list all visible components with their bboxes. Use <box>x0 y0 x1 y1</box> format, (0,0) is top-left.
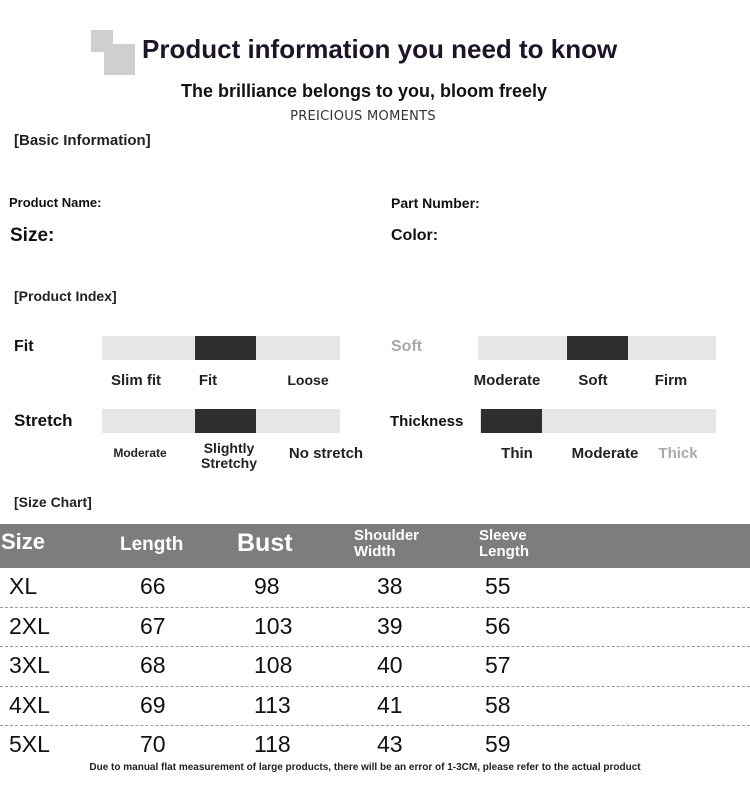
fit-option-fit: Fit <box>198 372 218 389</box>
measurement-footnote: Due to manual flat measurement of large products, there will be an error of 1-3CM, please refer to the actual product <box>89 762 641 773</box>
table-row <box>0 647 750 687</box>
stretch-option-no-stretch: No stretch <box>288 445 364 462</box>
cell-sleeve-length: 59 <box>485 731 511 757</box>
soft-bar-indicator <box>567 336 628 360</box>
index-name-stretch: Stretch <box>14 411 73 430</box>
cell-shoulder-width: 40 <box>377 652 403 678</box>
cell-length: 69 <box>140 691 166 718</box>
soft-option-firm: Firm <box>654 372 688 389</box>
column-header-bust: Bust <box>237 529 293 557</box>
thickness-bar-indicator <box>481 409 542 433</box>
cell-length: 67 <box>140 612 166 639</box>
cell-sleeve-length: 57 <box>485 652 511 678</box>
cell-shoulder-width: 43 <box>377 731 403 757</box>
fit-bar-indicator <box>195 336 256 360</box>
size-chart-header <box>0 524 750 568</box>
cell-shoulder-width: 38 <box>377 573 403 599</box>
size-label: Size: <box>10 225 55 246</box>
stretch-option-slightly-stretchy: Slightly Stretchy <box>200 440 258 472</box>
soft-option-soft: Soft <box>578 372 608 389</box>
index-name-soft: Soft <box>391 338 423 355</box>
part-number-label: Part Number: <box>391 195 480 211</box>
cell-bust: 118 <box>254 731 291 757</box>
cell-length: 70 <box>140 731 166 757</box>
fit-bar <box>102 336 340 360</box>
fit-option-slim: Slim fit <box>110 372 161 389</box>
product-name-label: Product Name: <box>9 195 102 210</box>
cell-bust: 98 <box>254 573 280 599</box>
column-header-size: Size <box>1 529 46 554</box>
color-label: Color: <box>391 227 439 244</box>
cell-size: XL <box>9 573 38 599</box>
column-header-length: Length <box>120 534 184 555</box>
cell-size: 2XL <box>9 612 50 639</box>
tagline: PREICIOUS MOMENTS <box>290 109 436 124</box>
cell-size: 3XL <box>9 652 50 678</box>
table-row <box>0 726 750 766</box>
column-header-shoulder-width: Shoulder Width <box>354 527 420 560</box>
page-title: Product information you need to know <box>142 34 618 64</box>
cell-shoulder-width: 39 <box>377 612 403 639</box>
cell-sleeve-length: 55 <box>485 573 511 599</box>
thickness-bar <box>480 409 716 433</box>
soft-bar <box>478 336 716 360</box>
stretch-bar-indicator <box>195 409 256 433</box>
cell-length: 66 <box>140 573 166 599</box>
size-chart-heading: [Size Chart] <box>14 494 92 510</box>
cell-size: 4XL <box>9 691 50 718</box>
column-header-sleeve-length: Sleeve Length <box>479 527 529 560</box>
fit-option-loose: Loose <box>287 372 329 388</box>
cell-bust: 113 <box>254 691 291 718</box>
stretch-option-moderate: Moderate <box>113 446 167 460</box>
thickness-option-thin: Thin <box>501 445 533 462</box>
soft-option-moderate: Moderate <box>473 372 541 389</box>
thickness-option-thick: Thick <box>658 445 698 462</box>
basic-info-heading: [Basic Information] <box>14 132 151 149</box>
cell-sleeve-length: 58 <box>485 691 511 718</box>
table-row <box>0 608 750 648</box>
cell-length: 68 <box>140 652 166 678</box>
thickness-option-moderate: Moderate <box>571 445 639 462</box>
cell-bust: 108 <box>254 652 293 678</box>
cell-size: 5XL <box>9 731 50 757</box>
cell-shoulder-width: 41 <box>377 691 403 718</box>
index-name-fit: Fit <box>14 338 34 355</box>
index-name-thickness: Thickness <box>390 413 464 430</box>
table-row <box>0 568 750 608</box>
table-row <box>0 687 750 727</box>
product-index-heading: [Product Index] <box>14 288 117 304</box>
cell-bust: 103 <box>254 612 293 639</box>
page-subtitle: The brilliance belongs to you, bloom freely <box>180 81 548 101</box>
cell-sleeve-length: 56 <box>485 612 511 639</box>
stretch-bar <box>102 409 340 433</box>
decorative-square-front <box>104 44 135 75</box>
